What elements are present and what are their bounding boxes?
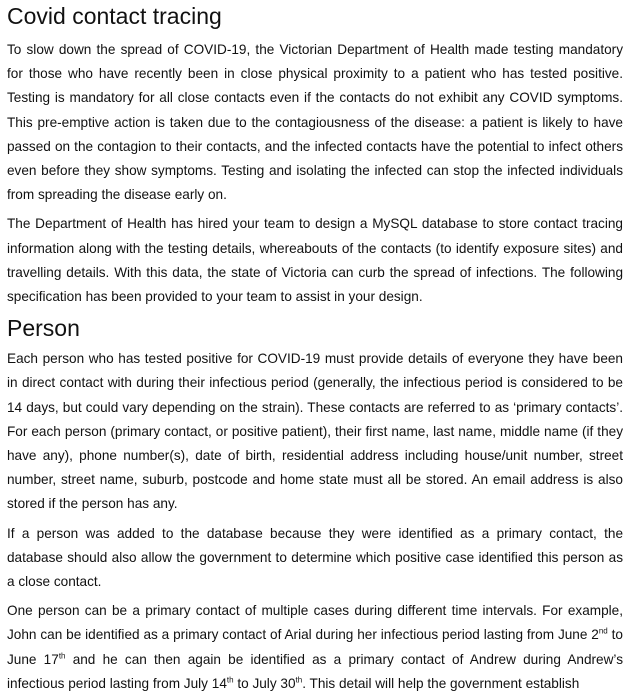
person-paragraph-1: Each person who has tested positive for COVID-19 must provide details of everyone they have been in direct contact with during their infectious period (generally, the infectious period is considered to be 14 days, but could vary depending on the strain). These contacts are referred to as ‘primary contacts’. For each person (primary contact, or positive patient), their first name, last name, middle name (if they have any), phone number(s), date of birth, residential address including house/unit number, street number, street name, suburb, postcode and home state must all be stored. An email address is also stored if the person has any. [7, 351, 623, 512]
section-heading-person: Person [7, 315, 80, 342]
document-title: Covid contact tracing [7, 3, 222, 29]
example-paragraph [7, 599, 623, 696]
example-text-1: One person can be a primary contact of multiple cases during different time intervals. For example, John can be identified as a primary contact of Arial during her infectious period lasting from June 2 [7, 603, 623, 643]
example-text-5: . This detail will help the government establish [302, 675, 580, 691]
example-text-3: and he can then again be identified as a primary contact of Andrew during Andrew’s infectious period lasting from July 14 [7, 651, 624, 691]
intro-paragraph-1: To slow down the spread of COVID-19, the Victorian Department of Health made testing mandatory for those who have recently been in close physical proximity to a patient who has tested positive. Testing is mandatory for all close contacts even if the contacts do not exhibit any COVID symptoms. This pre-emptive action is taken due to the contagiousness of the disease: a patient is likely to have passed on the contagion to their contacts, and the infected contacts have the potential to infect others even before they show symptoms. Testing and isolating the infected can stop the infected individuals from spreading the disease early on. [7, 42, 623, 203]
superscript-th-2: th [226, 675, 234, 685]
person-paragraph-2: If a person was added to the database because they were identified as a primary contact, the database should also allow the government to determine which positive case identified this person as a close contact. [7, 525, 623, 590]
intro-paragraph-2: The Department of Health has hired your team to design a MySQL database to store contact tracing information along with the testing details, whereabouts of the contacts (to identify exposure sites) and travelling details. With this data, the state of Victoria can curb the spread of infections. The following specification has been provided to your team to assist in your design. [7, 216, 623, 305]
superscript-th-3: th [295, 675, 303, 685]
superscript-th-1: th [58, 651, 66, 661]
superscript-nd: nd [598, 626, 608, 636]
example-text-4: to July 30 [233, 675, 296, 691]
example-text-2: to June 17 [7, 627, 623, 667]
